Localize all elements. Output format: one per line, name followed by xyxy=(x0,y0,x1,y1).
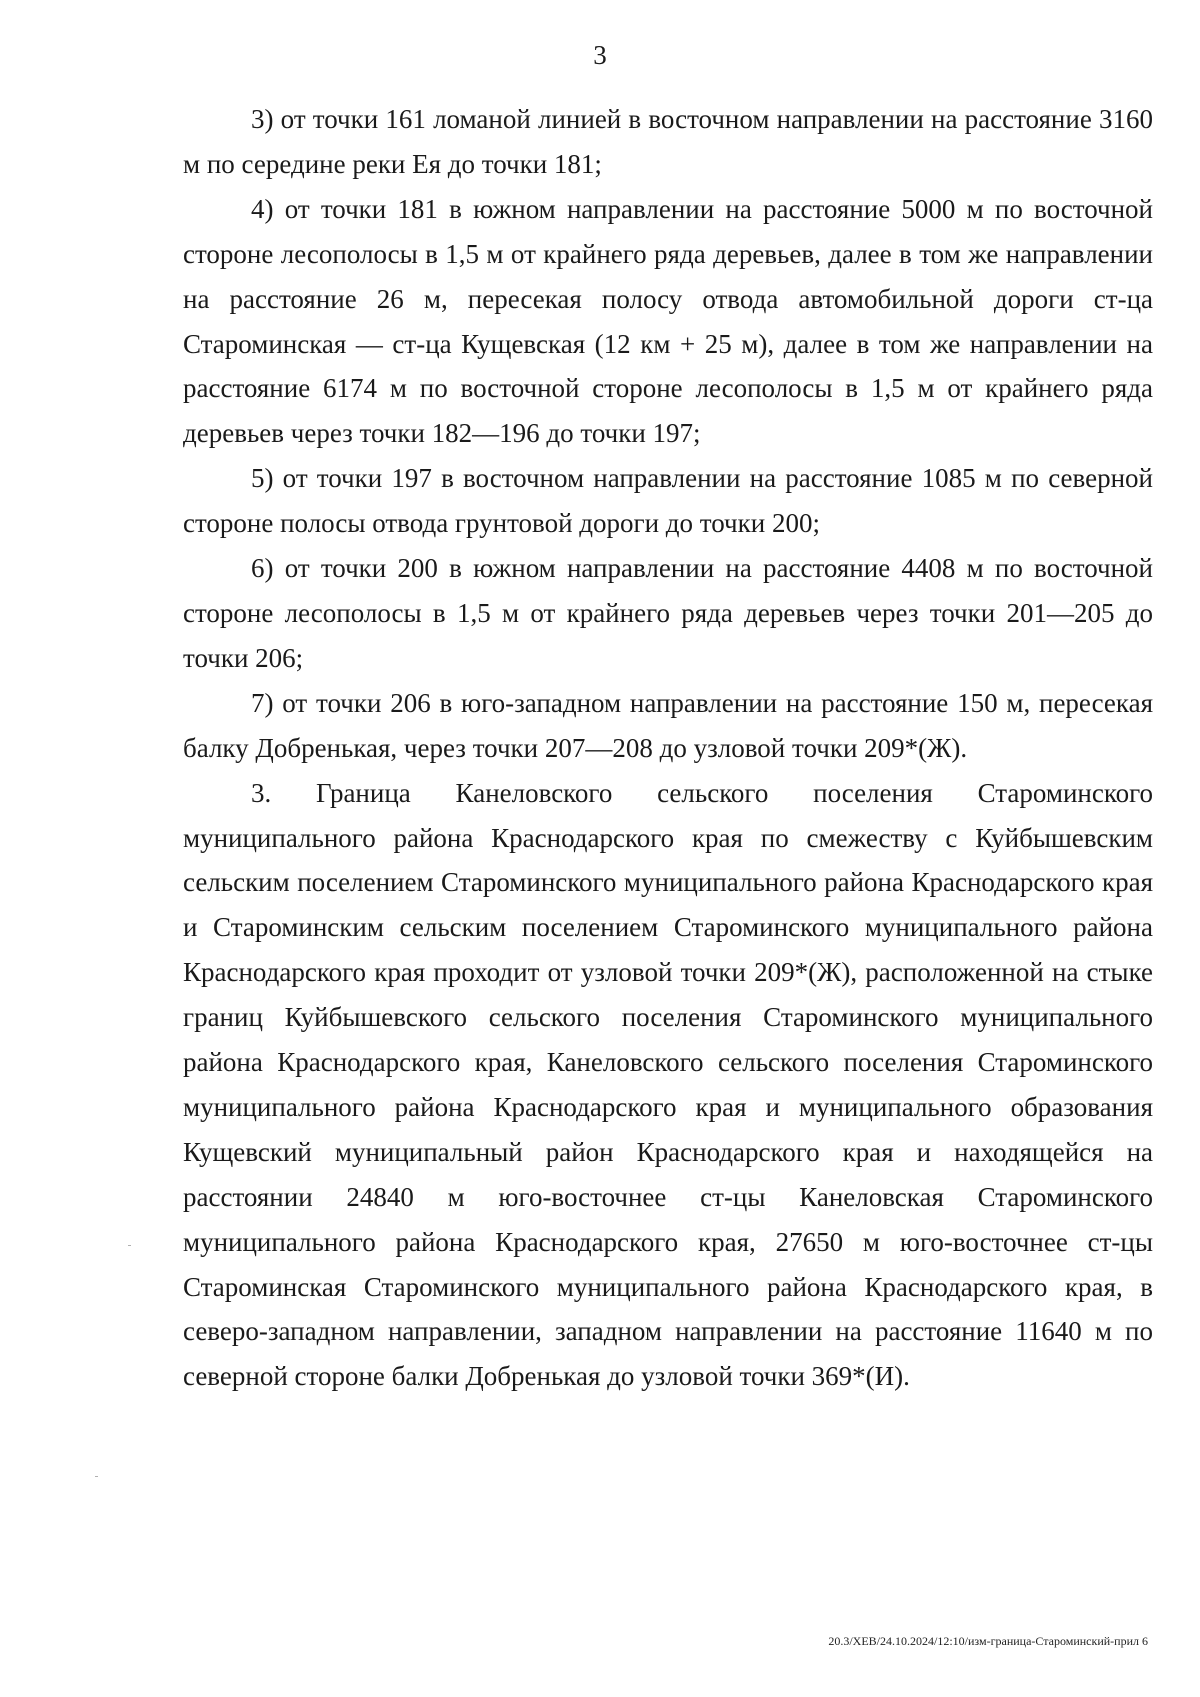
scan-artifact xyxy=(95,1476,98,1477)
document-body xyxy=(183,97,1153,1399)
scan-artifact xyxy=(128,1245,131,1246)
paragraph-point-4: 4) от точки 181 в южном направлении на расстояние 5000 м по восточной стороне лесополосы в 1,5 м от крайнего ряда деревьев, далее в том же направлении на расстояние 26 м, пересекая полосу отвода автомобильной дороги ст-ца Староминская — ст-ца Кущевская (12 км + 25 м), далее в том же направлении на расстояние 6174 м по восточной стороне лесополосы в 1,5 м от крайнего ряда деревьев через точки 182—196 до точки 197; xyxy=(183,193,1153,449)
paragraph-section-3: 3. Граница Канеловского сельского поселения Староминского муниципального района Краснодарского края по смежеству с Куйбышевским сельским поселением Староминского муниципального района Краснодарского края и Староминским сельским поселением Староминского муниципального района Краснодарского края проходит от узловой точки 209*(Ж), расположенной на стыке границ Куйбышевского сельского поселения Староминского муниципального района Краснодарского края, Канеловского сельского поселения Староминского муниципального района Краснодарского края и муниципального образования Кущевский муниципальный район Краснодарского края и находящейся на расстоянии 24840 м юго-восточнее ст-цы Канеловская Староминского муниципального района Краснодарского края, 27650 м юго-восточнее ст-цы Староминская Староминского муниципального района Краснодарского края, в северо-западном направлении, западном направлении на расстояние 11640 м по северной стороне балки Добренькая до узловой точки 369*(И). xyxy=(183,777,1153,1392)
paragraph-point-5: 5) от точки 197 в восточном направлении на расстояние 1085 м по северной стороне полосы отвода грунтовой дороги до точки 200; xyxy=(183,463,1153,539)
page-number: 3 xyxy=(593,40,607,70)
paragraph-point-3: 3) от точки 161 ломаной линией в восточном направлении на расстояние 3160 м по середине реки Ея до точки 181; xyxy=(183,104,1153,179)
paragraph-point-6: 6) от точки 200 в южном направлении на расстояние 4408 м по восточной стороне лесополосы в 1,5 м от крайнего ряда деревьев через точки 201—205 до точки 206; xyxy=(183,553,1153,673)
document-footer: 20.3/ХЕВ/24.10.2024/12:10/изм-граница-Староминский-прил 6 xyxy=(828,1634,1148,1648)
paragraph-point-7: 7) от точки 206 в юго-западном направлении на расстояние 150 м, пересекая балку Добренькая, через точки 207—208 до узловой точки 209*(Ж). xyxy=(183,687,1153,763)
